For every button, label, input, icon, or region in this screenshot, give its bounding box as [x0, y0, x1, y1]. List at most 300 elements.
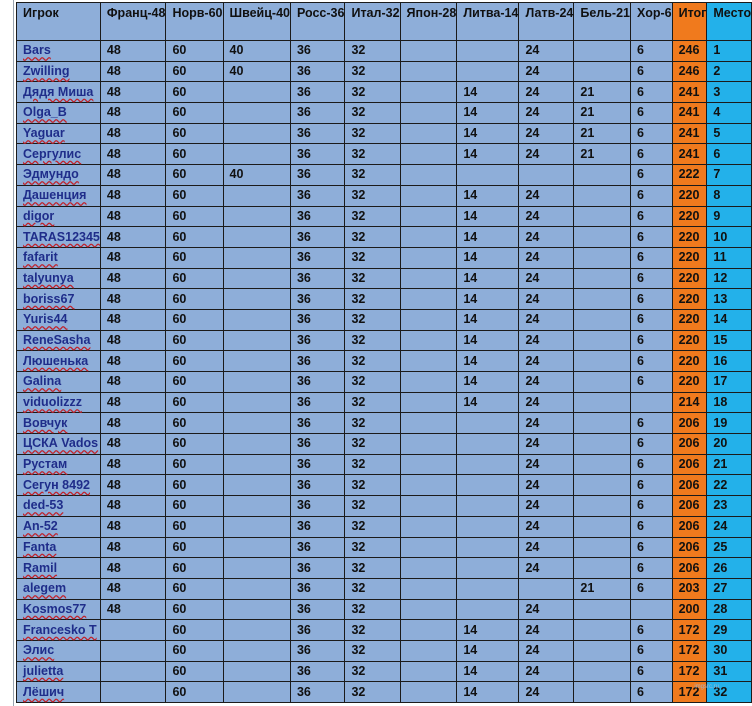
table-row — [17, 413, 752, 434]
cell-player[interactable] — [17, 578, 101, 599]
cell-russia: 36 — [290, 516, 344, 537]
header-place: Место — [707, 3, 752, 41]
cell-belarus — [574, 351, 631, 372]
cell-italy: 32 — [345, 61, 400, 82]
cell-france: 48 — [100, 372, 166, 393]
cell-italy: 32 — [345, 413, 400, 434]
cell-russia: 36 — [290, 537, 344, 558]
cell-croatia: 6 — [631, 516, 673, 537]
cell-france: 48 — [100, 351, 166, 372]
player-name[interactable]: Ramil — [23, 560, 58, 575]
cell-russia: 36 — [290, 227, 344, 248]
table-row — [17, 372, 752, 393]
cell-total: 220 — [672, 185, 707, 206]
cell-croatia: 6 — [631, 351, 673, 372]
cell-switzerland — [223, 372, 290, 393]
table-row — [17, 434, 752, 455]
cell-croatia: 6 — [631, 165, 673, 186]
cell-player[interactable] — [17, 496, 101, 517]
cell-place: 13 — [707, 289, 752, 310]
cell-japan — [400, 392, 457, 413]
cell-player[interactable] — [17, 61, 101, 82]
player-name[interactable]: Рустам — [23, 457, 68, 472]
cell-japan — [400, 537, 457, 558]
table-row — [17, 516, 752, 537]
header-lithuania: Литва-14 — [457, 3, 519, 41]
cell-japan — [400, 682, 457, 703]
cell-player[interactable] — [17, 103, 101, 124]
cell-place: 8 — [707, 185, 752, 206]
player-name[interactable]: Galina — [23, 374, 62, 389]
cell-japan — [400, 620, 457, 641]
cell-place: 16 — [707, 351, 752, 372]
player-name[interactable]: Элис — [23, 643, 55, 658]
cell-italy: 32 — [345, 206, 400, 227]
cell-belarus — [574, 165, 631, 186]
cell-lithuania — [457, 41, 519, 62]
cell-place: 26 — [707, 558, 752, 579]
cell-player[interactable] — [17, 640, 101, 661]
cell-norway: 60 — [166, 537, 223, 558]
cell-belarus — [574, 496, 631, 517]
cell-switzerland — [223, 309, 290, 330]
player-name[interactable]: Дашенция — [23, 188, 87, 203]
cell-player[interactable] — [17, 558, 101, 579]
header-belarus: Бель-21 — [574, 3, 631, 41]
cell-france: 48 — [100, 434, 166, 455]
cell-japan — [400, 82, 457, 103]
cell-belarus — [574, 41, 631, 62]
cell-lithuania: 14 — [457, 640, 519, 661]
cell-belarus — [574, 661, 631, 682]
cell-place: 7 — [707, 165, 752, 186]
cell-russia: 36 — [290, 599, 344, 620]
cell-france: 48 — [100, 82, 166, 103]
cell-player[interactable] — [17, 516, 101, 537]
cell-latvia: 24 — [519, 454, 574, 475]
cell-belarus: 21 — [574, 103, 631, 124]
cell-russia: 36 — [290, 82, 344, 103]
cell-belarus — [574, 516, 631, 537]
player-name[interactable]: Сергулис — [23, 146, 82, 161]
header-total: Итог — [672, 3, 707, 41]
player-name[interactable]: viduolizzz — [23, 395, 83, 410]
cell-switzerland — [223, 351, 290, 372]
cell-italy: 32 — [345, 578, 400, 599]
cell-player[interactable] — [17, 599, 101, 620]
cell-norway: 60 — [166, 123, 223, 144]
cell-italy: 32 — [345, 599, 400, 620]
cell-total: 246 — [672, 61, 707, 82]
cell-belarus — [574, 640, 631, 661]
cell-place: 19 — [707, 413, 752, 434]
cell-switzerland — [223, 496, 290, 517]
cell-croatia — [631, 392, 673, 413]
cell-croatia — [631, 599, 673, 620]
cell-switzerland — [223, 103, 290, 124]
cell-switzerland — [223, 227, 290, 248]
cell-italy: 32 — [345, 640, 400, 661]
cell-place: 31 — [707, 661, 752, 682]
cell-norway: 60 — [166, 247, 223, 268]
cell-russia: 36 — [290, 61, 344, 82]
cell-player[interactable] — [17, 227, 101, 248]
cell-player[interactable] — [17, 682, 101, 703]
cell-russia: 36 — [290, 682, 344, 703]
cell-latvia: 24 — [519, 434, 574, 455]
cell-switzerland — [223, 268, 290, 289]
cell-switzerland — [223, 144, 290, 165]
player-name[interactable]: Zwilling — [23, 64, 70, 79]
cell-lithuania: 14 — [457, 620, 519, 641]
cell-player[interactable] — [17, 661, 101, 682]
cell-total: 241 — [672, 144, 707, 165]
cell-place: 18 — [707, 392, 752, 413]
cell-belarus: 21 — [574, 578, 631, 599]
cell-norway: 60 — [166, 351, 223, 372]
cell-latvia: 24 — [519, 144, 574, 165]
cell-italy: 32 — [345, 268, 400, 289]
cell-switzerland — [223, 516, 290, 537]
cell-belarus: 21 — [574, 123, 631, 144]
cell-belarus — [574, 206, 631, 227]
player-name[interactable]: Люшенька — [23, 353, 89, 368]
cell-player[interactable] — [17, 413, 101, 434]
cell-place: 27 — [707, 578, 752, 599]
cell-croatia: 6 — [631, 475, 673, 496]
cell-france: 48 — [100, 41, 166, 62]
player-name[interactable]: An-52 — [23, 519, 58, 534]
cell-total: 241 — [672, 123, 707, 144]
cell-italy: 32 — [345, 372, 400, 393]
player-name[interactable]: alegem — [23, 581, 67, 596]
player-name[interactable]: TARAS12345 — [23, 229, 100, 244]
cell-lithuania — [457, 413, 519, 434]
cell-italy: 32 — [345, 185, 400, 206]
cell-lithuania — [457, 475, 519, 496]
cell-place: 15 — [707, 330, 752, 351]
cell-belarus — [574, 330, 631, 351]
table-row — [17, 330, 752, 351]
cell-croatia: 6 — [631, 185, 673, 206]
cell-latvia: 24 — [519, 227, 574, 248]
cell-player[interactable] — [17, 330, 101, 351]
cell-japan — [400, 268, 457, 289]
cell-belarus — [574, 268, 631, 289]
cell-france: 48 — [100, 123, 166, 144]
player-name[interactable]: Вовчук — [23, 415, 68, 430]
cell-player[interactable] — [17, 82, 101, 103]
player-name[interactable]: Francesko T — [23, 622, 97, 637]
cell-croatia: 6 — [631, 682, 673, 703]
cell-player[interactable] — [17, 309, 101, 330]
cell-belarus — [574, 372, 631, 393]
cell-croatia: 6 — [631, 309, 673, 330]
cell-latvia: 24 — [519, 185, 574, 206]
cell-total: 246 — [672, 41, 707, 62]
cell-total: 206 — [672, 537, 707, 558]
cell-italy: 32 — [345, 454, 400, 475]
cell-italy: 32 — [345, 351, 400, 372]
player-name[interactable]: Сегун 8492 — [23, 477, 90, 492]
cell-place: 12 — [707, 268, 752, 289]
cell-player[interactable] — [17, 268, 101, 289]
cell-switzerland — [223, 82, 290, 103]
cell-japan — [400, 206, 457, 227]
cell-japan — [400, 289, 457, 310]
cell-france: 48 — [100, 496, 166, 517]
cell-croatia: 6 — [631, 620, 673, 641]
cell-japan — [400, 578, 457, 599]
cell-latvia: 24 — [519, 41, 574, 62]
player-name[interactable]: fafarit — [23, 250, 58, 265]
cell-latvia: 24 — [519, 599, 574, 620]
cell-norway: 60 — [166, 413, 223, 434]
cell-france: 48 — [100, 330, 166, 351]
cell-france: 48 — [100, 103, 166, 124]
cell-norway: 60 — [166, 558, 223, 579]
cell-norway: 60 — [166, 599, 223, 620]
cell-russia: 36 — [290, 247, 344, 268]
cell-lithuania: 14 — [457, 661, 519, 682]
cell-italy: 32 — [345, 392, 400, 413]
cell-player[interactable] — [17, 454, 101, 475]
cell-latvia: 24 — [519, 268, 574, 289]
player-name[interactable]: talyunya — [23, 270, 74, 285]
table-row — [17, 185, 752, 206]
header-norway: Норв-60 — [166, 3, 223, 41]
cell-player[interactable] — [17, 123, 101, 144]
cell-italy: 32 — [345, 247, 400, 268]
table-row — [17, 578, 752, 599]
cell-russia: 36 — [290, 206, 344, 227]
cell-total: 172 — [672, 620, 707, 641]
cell-place: 9 — [707, 206, 752, 227]
player-name[interactable]: Bars — [23, 43, 51, 58]
cell-switzerland — [223, 330, 290, 351]
cell-croatia: 6 — [631, 434, 673, 455]
cell-france — [100, 620, 166, 641]
cell-latvia: 24 — [519, 620, 574, 641]
cell-lithuania: 14 — [457, 185, 519, 206]
cell-total: 220 — [672, 247, 707, 268]
cell-japan — [400, 640, 457, 661]
cell-switzerland: 40 — [223, 41, 290, 62]
player-name[interactable]: Лёшич — [23, 684, 65, 699]
cell-russia: 36 — [290, 289, 344, 310]
header-latvia: Латв-24 — [519, 3, 574, 41]
left-margin — [0, 0, 14, 706]
cell-player[interactable] — [17, 144, 101, 165]
cell-place: 25 — [707, 537, 752, 558]
cell-russia: 36 — [290, 620, 344, 641]
cell-latvia: 24 — [519, 123, 574, 144]
cell-place: 2 — [707, 61, 752, 82]
cell-player[interactable] — [17, 537, 101, 558]
cell-player[interactable] — [17, 392, 101, 413]
cell-belarus — [574, 599, 631, 620]
cell-italy: 32 — [345, 682, 400, 703]
cell-norway: 60 — [166, 227, 223, 248]
cell-switzerland — [223, 537, 290, 558]
player-name[interactable]: ded-53 — [23, 498, 64, 513]
cell-lithuania: 14 — [457, 309, 519, 330]
cell-place: 30 — [707, 640, 752, 661]
cell-belarus: 21 — [574, 82, 631, 103]
table-row — [17, 599, 752, 620]
cell-latvia — [519, 165, 574, 186]
cell-russia: 36 — [290, 661, 344, 682]
cell-place: 20 — [707, 434, 752, 455]
player-name[interactable]: Yaguar — [23, 126, 65, 141]
cell-italy: 32 — [345, 537, 400, 558]
cell-player[interactable] — [17, 475, 101, 496]
cell-norway: 60 — [166, 165, 223, 186]
cell-total: 206 — [672, 413, 707, 434]
cell-place: 17 — [707, 372, 752, 393]
table-row — [17, 41, 752, 62]
cell-japan — [400, 599, 457, 620]
cell-belarus — [574, 185, 631, 206]
player-name[interactable]: digor — [23, 208, 55, 223]
cell-italy: 32 — [345, 103, 400, 124]
cell-japan — [400, 496, 457, 517]
cell-croatia: 6 — [631, 454, 673, 475]
cell-croatia: 6 — [631, 578, 673, 599]
cell-lithuania — [457, 599, 519, 620]
cell-japan — [400, 144, 457, 165]
cell-russia: 36 — [290, 185, 344, 206]
cell-belarus — [574, 392, 631, 413]
cell-player[interactable] — [17, 165, 101, 186]
cell-norway: 60 — [166, 620, 223, 641]
cell-japan — [400, 516, 457, 537]
cell-lithuania — [457, 434, 519, 455]
table-row — [17, 247, 752, 268]
cell-croatia: 6 — [631, 330, 673, 351]
cell-player[interactable] — [17, 434, 101, 455]
cell-japan — [400, 41, 457, 62]
cell-croatia: 6 — [631, 289, 673, 310]
cell-latvia: 24 — [519, 475, 574, 496]
cell-russia: 36 — [290, 475, 344, 496]
cell-france: 48 — [100, 558, 166, 579]
cell-place: 24 — [707, 516, 752, 537]
watermark: imgsrc.ru — [694, 684, 719, 690]
player-name[interactable]: ЦСКА Vados — [23, 436, 99, 451]
cell-player[interactable] — [17, 206, 101, 227]
cell-player[interactable] — [17, 247, 101, 268]
cell-russia: 36 — [290, 268, 344, 289]
cell-croatia: 6 — [631, 558, 673, 579]
cell-norway: 60 — [166, 330, 223, 351]
cell-player[interactable] — [17, 620, 101, 641]
cell-italy: 32 — [345, 41, 400, 62]
cell-belarus — [574, 227, 631, 248]
player-name[interactable]: ReneSasha — [23, 332, 91, 347]
player-name[interactable]: boriss67 — [23, 291, 75, 306]
cell-france: 48 — [100, 247, 166, 268]
cell-japan — [400, 227, 457, 248]
cell-latvia: 24 — [519, 516, 574, 537]
cell-player[interactable] — [17, 41, 101, 62]
cell-switzerland — [223, 661, 290, 682]
cell-japan — [400, 434, 457, 455]
cell-lithuania: 14 — [457, 144, 519, 165]
player-name[interactable]: Olga_B — [23, 105, 67, 120]
player-name[interactable]: Kosmos77 — [23, 601, 87, 616]
player-name[interactable]: Yuris44 — [23, 312, 68, 327]
player-name[interactable]: Эдмундо — [23, 167, 79, 182]
cell-japan — [400, 351, 457, 372]
cell-lithuania: 14 — [457, 103, 519, 124]
player-name[interactable]: Fanta — [23, 539, 57, 554]
player-name[interactable]: julietta — [23, 663, 64, 678]
cell-france: 48 — [100, 599, 166, 620]
cell-player[interactable] — [17, 372, 101, 393]
cell-player[interactable] — [17, 351, 101, 372]
cell-italy: 32 — [345, 475, 400, 496]
cell-switzerland — [223, 434, 290, 455]
cell-place: 21 — [707, 454, 752, 475]
table-row — [17, 620, 752, 641]
cell-italy: 32 — [345, 434, 400, 455]
cell-player[interactable] — [17, 185, 101, 206]
cell-player[interactable] — [17, 289, 101, 310]
left-margin-line — [13, 0, 14, 706]
table-row — [17, 82, 752, 103]
cell-switzerland — [223, 640, 290, 661]
cell-france: 48 — [100, 392, 166, 413]
cell-belarus — [574, 413, 631, 434]
cell-belarus — [574, 620, 631, 641]
cell-japan — [400, 330, 457, 351]
cell-russia: 36 — [290, 372, 344, 393]
cell-total: 206 — [672, 516, 707, 537]
cell-place: 23 — [707, 496, 752, 517]
cell-total: 172 — [672, 661, 707, 682]
cell-norway: 60 — [166, 475, 223, 496]
cell-lithuania: 14 — [457, 227, 519, 248]
table-header — [17, 3, 752, 41]
cell-japan — [400, 123, 457, 144]
cell-latvia: 24 — [519, 496, 574, 517]
cell-total: 214 — [672, 392, 707, 413]
cell-lithuania: 14 — [457, 330, 519, 351]
cell-russia: 36 — [290, 496, 344, 517]
cell-latvia: 24 — [519, 351, 574, 372]
cell-france: 48 — [100, 289, 166, 310]
cell-italy: 32 — [345, 82, 400, 103]
cell-total: 206 — [672, 558, 707, 579]
cell-latvia: 24 — [519, 392, 574, 413]
player-name[interactable]: Дядя Миша — [23, 84, 94, 99]
cell-france: 48 — [100, 454, 166, 475]
cell-russia: 36 — [290, 434, 344, 455]
cell-norway: 60 — [166, 268, 223, 289]
cell-latvia: 24 — [519, 247, 574, 268]
cell-norway: 60 — [166, 454, 223, 475]
cell-croatia: 6 — [631, 123, 673, 144]
cell-croatia: 6 — [631, 268, 673, 289]
cell-latvia: 24 — [519, 289, 574, 310]
cell-italy: 32 — [345, 309, 400, 330]
cell-france: 48 — [100, 309, 166, 330]
header-switzerland: Швейц-40 — [223, 3, 290, 41]
cell-switzerland — [223, 558, 290, 579]
cell-italy: 32 — [345, 123, 400, 144]
cell-total: 172 — [672, 682, 707, 703]
